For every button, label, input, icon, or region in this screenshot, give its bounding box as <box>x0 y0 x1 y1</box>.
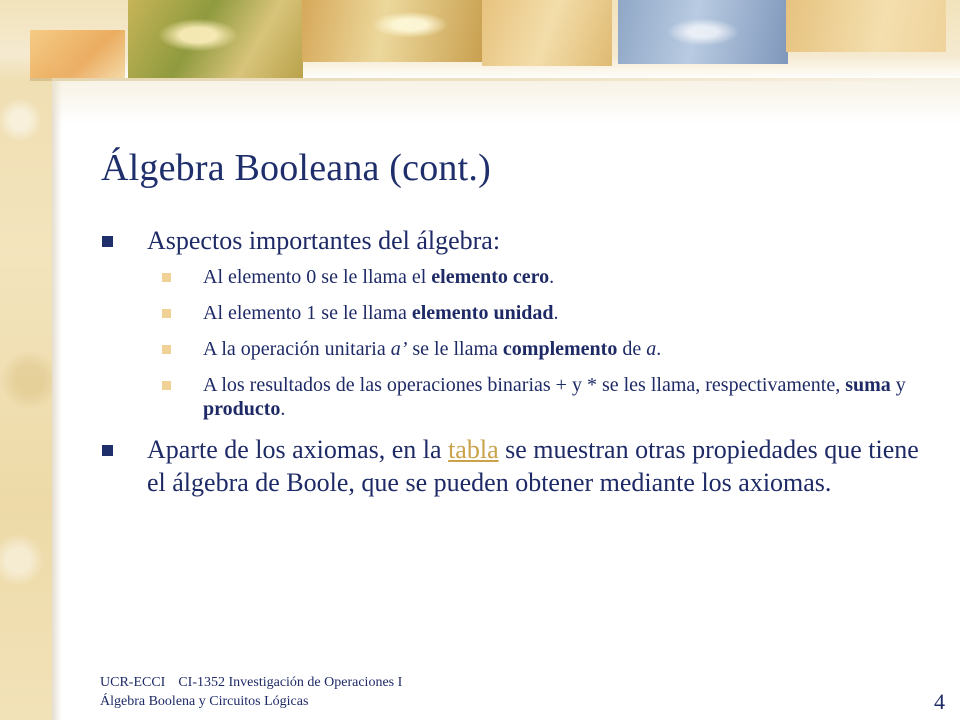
term-suma: suma <box>845 374 891 396</box>
sub-bullet-text: de <box>617 338 647 360</box>
sub-bullet-text: A la operación unitaria <box>203 338 391 360</box>
top-decorative-banner <box>0 0 960 124</box>
tabla-link[interactable]: tabla <box>448 435 499 464</box>
sub-bullet-list <box>100 265 930 421</box>
square-bullet-icon <box>102 445 113 456</box>
bullet-text: se muestran otras propiedades que tiene el álgebra de Boole, que se pueden obtener mediante los axiomas. <box>147 435 919 497</box>
sub-bullet-text: se le llama <box>407 338 503 360</box>
banner-leaf-image-1 <box>30 30 125 78</box>
sub-bullet-text: . <box>656 338 662 360</box>
square-bullet-icon <box>162 345 171 354</box>
footer-org: UCR-ECCI <box>100 675 166 690</box>
left-strip-shadow <box>52 70 62 720</box>
sub-bullet-text: . <box>280 398 286 420</box>
banner-fade <box>52 78 960 124</box>
bullet-aspectos <box>100 224 930 257</box>
banner-leaf-image-2 <box>128 0 303 78</box>
banner-leaf-image-3 <box>302 0 482 62</box>
term-elemento-unidad: elemento unidad <box>411 302 554 324</box>
term-complemento: complemento <box>502 338 618 360</box>
page-number: 4 <box>934 689 945 714</box>
term-producto: producto <box>203 398 281 420</box>
sub-bullet-elemento-unidad <box>100 301 930 325</box>
banner-blue-image <box>618 0 788 64</box>
banner-leaf-image-4 <box>482 0 612 66</box>
variable-a-prime: a’ <box>390 338 408 360</box>
footer-line-1 <box>100 673 402 692</box>
sub-bullet-text: Al elemento 1 se le llama <box>203 302 412 324</box>
term-elemento-cero: elemento cero <box>431 266 550 288</box>
footer-subtitle: Álgebra Boolena y Circuitos Lógicas <box>100 694 309 709</box>
sub-bullet-text: . <box>553 302 559 324</box>
sub-bullet-elemento-cero <box>100 265 930 289</box>
sub-bullet-suma-producto <box>100 373 930 421</box>
square-bullet-icon <box>102 236 113 247</box>
banner-right-image <box>786 0 946 52</box>
slide-content <box>100 224 930 499</box>
sub-bullet-text: . <box>549 266 555 288</box>
sub-bullet-text: Al elemento 0 se le llama el <box>203 266 432 288</box>
square-bullet-icon <box>162 273 171 282</box>
variable-a: a <box>646 338 657 360</box>
square-bullet-icon <box>162 309 171 318</box>
slide-footer <box>100 673 402 711</box>
sub-bullet-complemento <box>100 337 930 361</box>
bullet-text: Aparte de los axiomas, en la <box>147 435 449 464</box>
bullet-aparte <box>100 433 930 499</box>
square-bullet-icon <box>162 381 171 390</box>
sub-bullet-text: A los resultados de las operaciones binarias + y * se les llama, respectivamente, <box>203 374 846 396</box>
slide-title: Álgebra Booleana (cont.) <box>101 147 491 189</box>
footer-course: CI-1352 Investigación de Operaciones I <box>178 675 403 690</box>
sub-bullet-text: y <box>890 374 906 396</box>
bullet-text: Aspectos importantes del álgebra: <box>147 226 501 255</box>
